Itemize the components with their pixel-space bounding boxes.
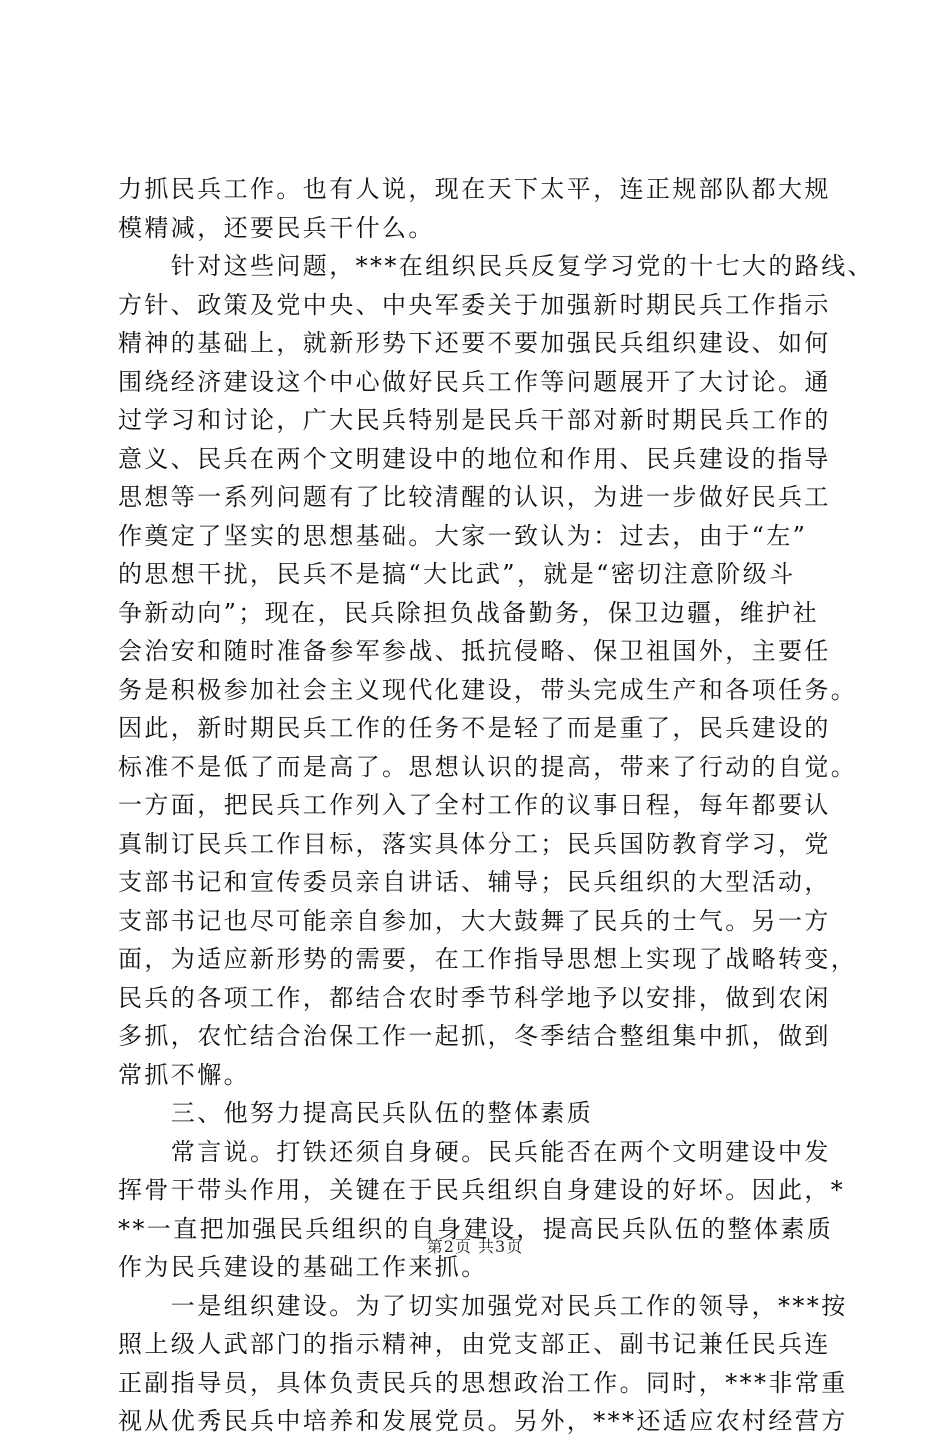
text-line: 常抓不懈。 bbox=[118, 1060, 250, 1089]
text-line: 过学习和讨论，广大民兵特别是民兵干部对新时期民兵工作的 bbox=[118, 406, 831, 434]
text-line: 多抓，农忙结合治保工作一起抓，冬季结合整组集中抓，做到 bbox=[118, 1022, 831, 1050]
text-line: 的思想干扰，民兵不是搞“大比武”，就是“密切注意阶级斗 bbox=[118, 560, 796, 588]
text-line: 争新动向”；现在，民兵除担负战备勤务，保卫边疆，维护社 bbox=[118, 598, 820, 627]
text-line: 一方面，把民兵工作列入了全村工作的议事日程，每年都要认 bbox=[118, 791, 831, 819]
text-line: 方针、政策及党中央、中央军委关于加强新时期民兵工作指示 bbox=[118, 290, 831, 319]
text-line: 务是积极参加社会主义现代化建设，带头完成生产和各项任务。 bbox=[118, 675, 858, 704]
text-line: **一直把加强民兵组织的自身建设，提高民兵队伍的整体素质 bbox=[118, 1214, 834, 1243]
text-line: 思想等一系列问题有了比较清醒的认识，为进一步做好民兵工 bbox=[118, 483, 831, 511]
text-line: 因此，新时期民兵工作的任务不是轻了而是重了，民兵建设的 bbox=[118, 714, 831, 742]
text-line: 视从优秀民兵中培养和发展党员。另外，***还适应农村经营方 bbox=[118, 1407, 848, 1435]
text-line: 常言说。打铁还须自身硬。民兵能否在两个文明建设中发 bbox=[118, 1137, 831, 1166]
text-line: 一是组织建设。为了切实加强党对民兵工作的领导，***按 bbox=[118, 1291, 848, 1320]
text-line: 支部书记也尽可能亲自参加，大大鼓舞了民兵的士气。另一方 bbox=[118, 906, 831, 935]
text-line: 模精减，还要民兵干什么。 bbox=[118, 213, 435, 242]
text-line: 正副指导员，具体负责民兵的思想政治工作。同时，***非常重 bbox=[118, 1368, 848, 1397]
text-line: 力抓民兵工作。也有人说，现在天下太平，连正规部队都大规 bbox=[118, 175, 831, 203]
text-line: 支部书记和宣传委员亲自讲话、辅导；民兵组织的大型活动， bbox=[118, 868, 831, 896]
text-line: 精神的基础上，就新形势下还要不要加强民兵组织建设、如何 bbox=[118, 329, 831, 357]
page-footer: 第2页 共3页 bbox=[426, 1237, 524, 1256]
text-line: 针对这些问题，***在组织民兵反复学习党的十七大的路线、 bbox=[118, 252, 874, 280]
text-line: 民兵的各项工作，都结合农时季节科学地予以安排，做到农闲 bbox=[118, 983, 831, 1012]
text-line: 围绕经济建设这个中心做好民兵工作等问题展开了大讨论。通 bbox=[118, 367, 831, 396]
text-line: 标准不是低了而是高了。思想认识的提高，带来了行动的自觉。 bbox=[118, 752, 858, 781]
text-line: 真制订民兵工作目标，落实具体分工；民兵国防教育学习，党 bbox=[118, 829, 831, 858]
text-line: 照上级人武部门的指示精神，由党支部正、副书记兼任民兵连 bbox=[118, 1330, 831, 1358]
text-line: 意义、民兵在两个文明建设中的地位和作用、民兵建设的指导 bbox=[118, 444, 831, 473]
section-heading: 三、他努力提高民兵队伍的整体素质 bbox=[118, 1099, 594, 1127]
text-line: 面，为适应新形势的需要，在工作指导思想上实现了战略转变， bbox=[118, 945, 858, 973]
text-line: 作奠定了坚实的思想基础。大家一致认为：过去，由于“左” bbox=[118, 521, 808, 550]
text-line: 作为民兵建设的基础工作来抓。 bbox=[118, 1253, 488, 1281]
text-line: 会治安和随时准备参军参战、抵抗侵略、保卫祖国外，主要任 bbox=[118, 637, 831, 665]
text-line: 挥骨干带头作用，关键在于民兵组织自身建设的好坏。因此，* bbox=[118, 1176, 846, 1204]
